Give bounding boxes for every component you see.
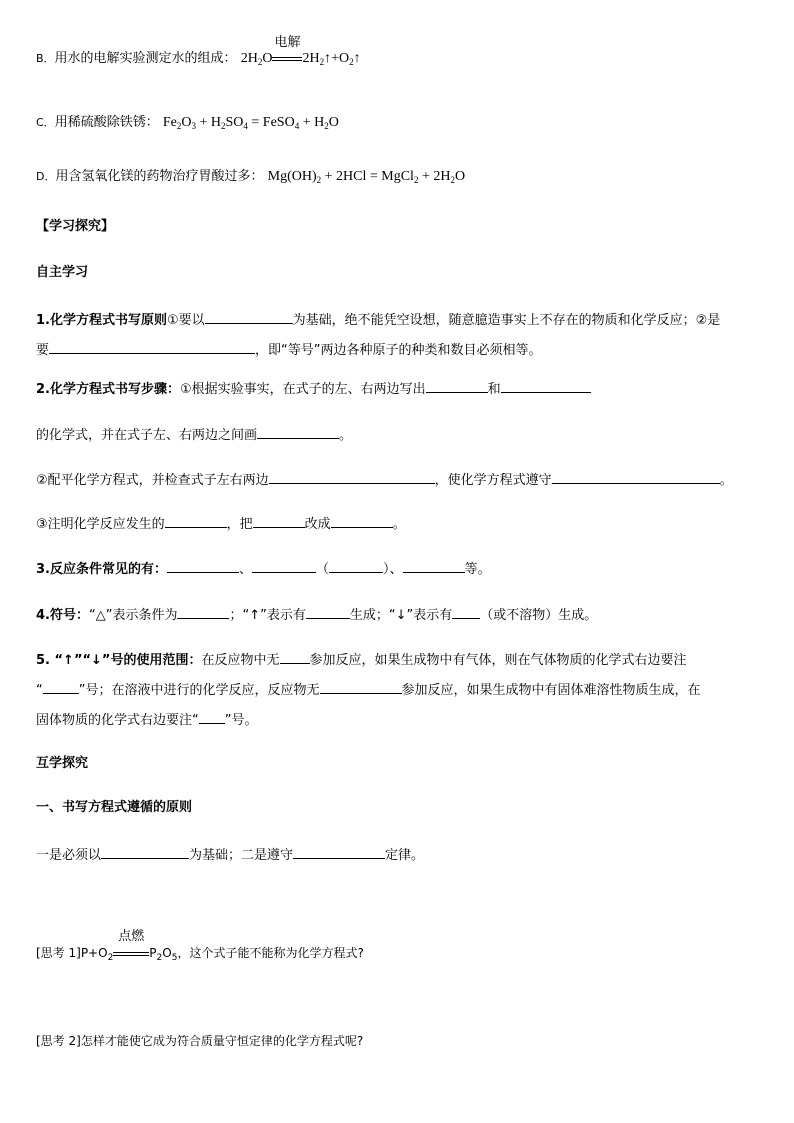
blank-2f[interactable] (165, 513, 227, 528)
item2-text-b: 和 (487, 382, 501, 397)
section1-b: 为基础；二是遵守 (189, 848, 294, 863)
item5-d: ”号；在溶液中进行的化学反应，反应物无 (78, 683, 320, 698)
blank-4c[interactable] (452, 604, 480, 619)
blank-3c[interactable] (329, 558, 383, 573)
item3-end: 等。 (464, 562, 491, 577)
item3-paren-open: （ (316, 562, 330, 577)
item2-step2-b: ，使化学方程式遵守 (434, 473, 552, 488)
section1-a: 一是必须以 (36, 848, 102, 863)
item2-text-d: 。 (339, 428, 353, 443)
item4-label: 4.符号： (36, 608, 89, 623)
item2-step2 (36, 469, 733, 490)
item2-step3 (36, 513, 406, 534)
item1-text-a: ①要以 (166, 313, 205, 328)
item5-e: 参加反应，如果生成物中有固体难溶性物质生成，在 (401, 683, 701, 698)
blank-2b[interactable] (501, 378, 591, 393)
section-study-title: 【学习探究】 (36, 219, 115, 234)
item5-label: 5. “↑”“↓”号的使用范围： (36, 653, 202, 668)
option-d-letter: D． (36, 170, 56, 183)
blank-4a[interactable] (177, 604, 229, 619)
item4-line (36, 604, 597, 625)
equation-b: $2H_2O$ 电解 $2H_2↑+O_2↑$ (240, 35, 361, 67)
equation-d: $Mg(OH)_2 + 2HCl$ = MgCl$_2$ + $2H_2O$ (267, 169, 466, 185)
option-b-text: 用水的电解实验测定水的组成： (54, 51, 237, 66)
section1-title: 一、书写方程式遵循的原则 (36, 800, 193, 815)
condition-electrolysis: 电解 (274, 35, 301, 50)
option-b (36, 35, 361, 71)
item1-line1 (36, 309, 720, 330)
option-c (36, 114, 339, 135)
blank-2d[interactable] (269, 469, 435, 484)
item3-sep: 、 (238, 562, 252, 577)
item5-a: 在反应物中无 (201, 653, 280, 668)
blank-5a[interactable] (280, 649, 310, 664)
section1-line (36, 844, 424, 865)
item5-line1 (36, 649, 687, 670)
item1-text-c: 要 (36, 343, 50, 358)
option-b-letter: B． (36, 52, 55, 65)
blank-1b[interactable] (49, 339, 255, 354)
blank-5c[interactable] (320, 679, 402, 694)
item2-step3-b: ，把 (226, 517, 253, 532)
item2-step3-d: 。 (392, 517, 406, 532)
item3-line (36, 558, 491, 579)
item2-text-a: ①根据实验事实，在式子的左、右两边写出 (180, 382, 426, 397)
think1-prefix: [思考 1]P+O (36, 946, 108, 960)
item1-text-d: ，即“等号”两边各种原子的种类和数目必须相等。 (255, 343, 542, 358)
section1-c: 定律。 (385, 848, 425, 863)
think1-product: P (149, 946, 157, 960)
item2-label: 2.化学方程式书写步骤 (36, 382, 167, 397)
item5-c: “ (36, 683, 43, 698)
item2-line1: 2.化学方程式书写步骤：①根据实验事实，在式子的左、右两边写出 和 (36, 378, 591, 399)
blank-3d[interactable] (403, 558, 465, 573)
blank-5d[interactable] (199, 709, 225, 724)
item2-text-c: 的化学式，并在式子左、右两边之间画 (36, 428, 258, 443)
item2-step3-c: 改成 (304, 517, 331, 532)
equation-c: $Fe_2O_3 + H_2SO_4$ = FeSO$_4$ + $H_2O$ (162, 115, 339, 131)
option-d-text: 用含氢氧化镁的药物治疗胃酸过多： (55, 169, 264, 184)
blank-5b[interactable] (43, 679, 79, 694)
item2-line2 (36, 424, 352, 445)
item5-line3 (36, 709, 258, 730)
option-d (36, 168, 465, 189)
think1-line: [思考 $1]P+O_2$ 点燃 $P_2O_5$，这个式子能不能称为化学方程式? (36, 929, 364, 963)
blank-6a[interactable] (101, 844, 189, 859)
item2-step3-a: ③注明化学反应发生的 (36, 517, 165, 532)
item3-label: 3.反应条件常见的有： (36, 562, 167, 577)
think2-line: [思考 2]怎样才能使它成为符合质量守恒定律的化学方程式呢? (36, 1034, 364, 1048)
item5-g: ”号。 (224, 713, 258, 728)
mutual-study-title: 互学探究 (36, 756, 89, 771)
blank-2e[interactable] (552, 469, 720, 484)
blank-3b[interactable] (252, 558, 316, 573)
option-c-letter: C． (36, 116, 55, 129)
blank-3a[interactable] (167, 558, 239, 573)
item4-a: “△”表示条件为 (88, 608, 178, 623)
self-study-title: 自主学习 (36, 265, 89, 280)
blank-1a[interactable] (205, 309, 293, 324)
blank-2g[interactable] (253, 513, 305, 528)
item1-text-b: 为基础，绝不能凭空设想，随意臆造事实上不存在的物质和化学反应；②是 (292, 313, 721, 328)
item1-label: 1.化学方程式书写原则 (36, 313, 167, 328)
item2-step2-c: 。 (719, 473, 733, 488)
blank-2c[interactable] (257, 424, 339, 439)
item4-c: 生成；“↓”表示有 (349, 608, 453, 623)
item4-b: ；“↑”表示有 (229, 608, 306, 623)
blank-4b[interactable] (306, 604, 350, 619)
item3-paren-close: ）、 (383, 562, 403, 577)
item5-line2 (36, 679, 701, 700)
blank-2a[interactable] (426, 378, 488, 393)
item5-b: 参加反应，如果生成物中有气体，则在气体物质的化学式右边要注 (309, 653, 687, 668)
condition-ignite: 点燃 (118, 929, 145, 944)
item2-step2-a: ②配平化学方程式，并检查式子左右两边 (36, 473, 269, 488)
item1-line2 (36, 339, 542, 360)
option-c-text: 用稀硫酸除铁锈： (54, 115, 159, 130)
blank-2h[interactable] (331, 513, 393, 528)
item5-f: 固体物质的化学式右边要注“ (36, 713, 199, 728)
think1-suffix: ，这个式子能不能称为化学方程式? (177, 946, 364, 960)
item4-d: （或不溶物）生成。 (480, 608, 598, 623)
blank-6b[interactable] (293, 844, 385, 859)
